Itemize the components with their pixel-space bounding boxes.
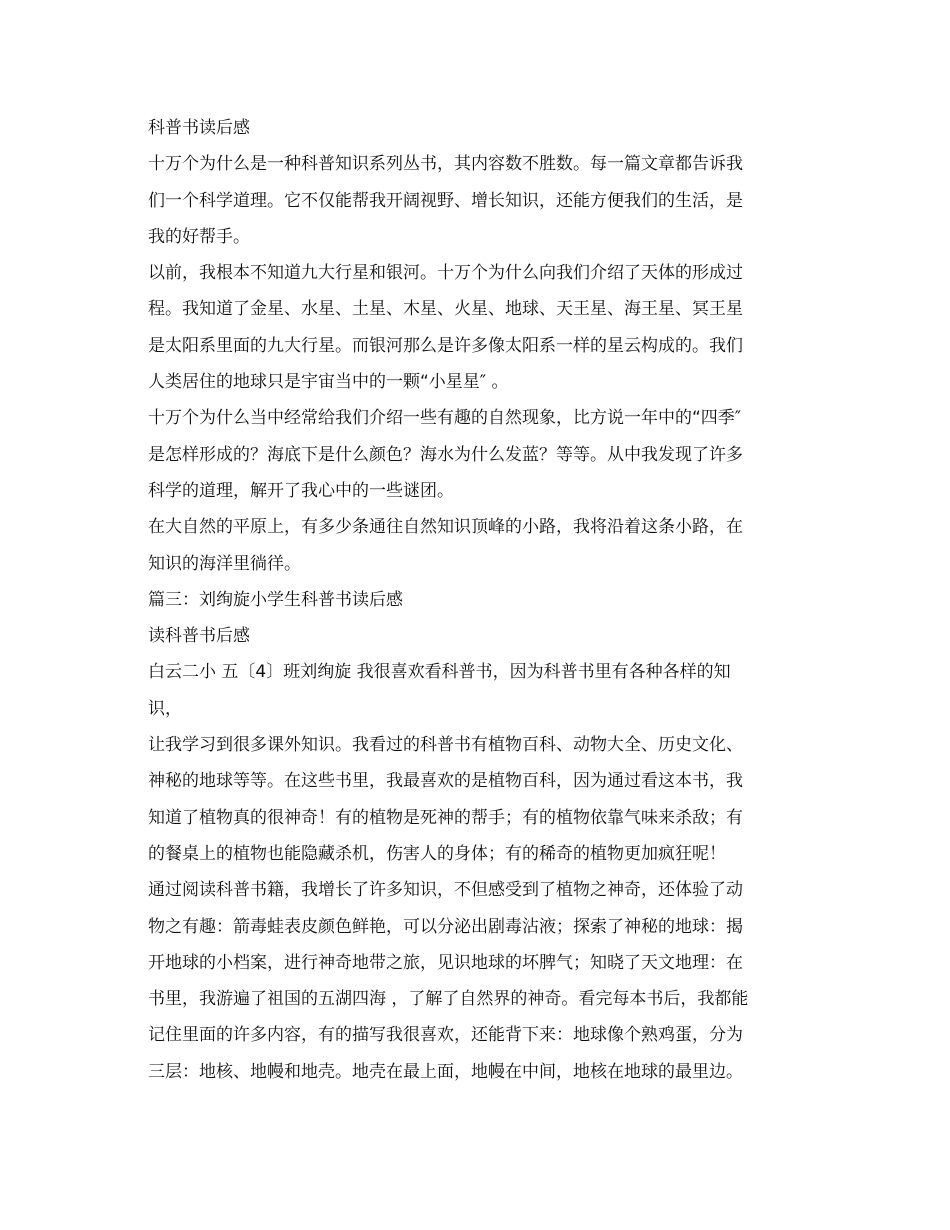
text-line: 在大自然的平原上，有多少条通往自然知识顶峰的小路，我将沿着这条小路，在 [148,517,743,538]
text-line: 识， [148,698,182,719]
text-line: 书里，我游遍了祖国的五湖四海 ，了解了自然界的神奇。看完每本书后，我都能 [148,989,749,1010]
text-line: 程。我知道了金星、水星、土星、木星、火星、地球、天王星、海王星、冥王星 [148,299,743,320]
document-title: 科普书读后感 [148,118,250,138]
text-line: 知道了植物真的很神奇！有的植物是死神的帮手；有的植物依靠气味来杀敌；有 [148,807,743,828]
text-line: 开地球的小档案，进行神奇地带之旅，见识地球的坏脾气；知晓了天文地理：在 [148,952,743,973]
text-line: 三层：地核、地幔和地壳。地壳在最上面，地幔在中间，地核在地球的最里边。 [148,1061,743,1082]
text-line: 是太阳系里面的九大行星。而银河那么是许多像太阳系一样的星云构成的。我们 [148,335,743,356]
text-line: 我的好帮手。 [148,226,250,247]
text-line: 通过阅读科普书籍，我增长了许多知识，不但感受到了植物之神奇，还体验了动 [148,880,743,901]
text-line: 科学的道理，解开了我心中的一些谜团。 [148,480,454,501]
text-line: 知识的海洋里徜徉。 [148,553,301,574]
text-line: 人类居住的地球只是宇宙当中的一颗“小星星″ 。 [148,372,509,393]
text-line: 让我学习到很多课外知识。我看过的科普书有植物百科、动物大全、历史文化、 [148,735,743,756]
text-line: 的餐桌上的植物也能隐藏杀机，伤害人的身体；有的稀奇的植物更加疯狂呢！ [148,843,726,864]
document-body [148,110,808,1090]
text-line: 以前，我根本不知道九大行星和银河。十万个为什么向我们介绍了天体的形成过 [148,263,743,284]
section-subheading: 读科普书后感 [148,626,250,647]
text-line: 十万个为什么是一种科普知识系列丛书，其内容数不胜数。每一篇文章都告诉我 [148,154,743,175]
text-line: 物之有趣：箭毒蛙表皮颜色鲜艳，可以分泌出剧毒沾液；探索了神秘的地球：揭 [148,916,743,937]
text-line: 神秘的地球等等。在这些书里，我最喜欢的是植物百科，因为通过看这本书，我 [148,771,743,792]
text-line: 十万个为什么当中经常给我们介绍一些有趣的自然现象，比方说一年中的“四季″ [148,408,742,429]
text-line: 是怎样形成的？海底下是什么颜色？海水为什么发蓝？等等。从中我发现了许多 [148,444,743,465]
section-heading: 篇三：刘绚旋小学生科普书读后感 [148,589,403,610]
text-line: 记住里面的许多内容，有的描写我很喜欢，还能背下来：地球像个熟鸡蛋，分为 [148,1025,743,1046]
text-line: 们一个科学道理。它不仅能帮我开阔视野、增长知识，还能方便我们的生活，是 [148,190,743,211]
text-line: 白云二小 五〔4〕班刘绚旋 我很喜欢看科普书，因为科普书里有各种各样的知 [148,662,731,683]
